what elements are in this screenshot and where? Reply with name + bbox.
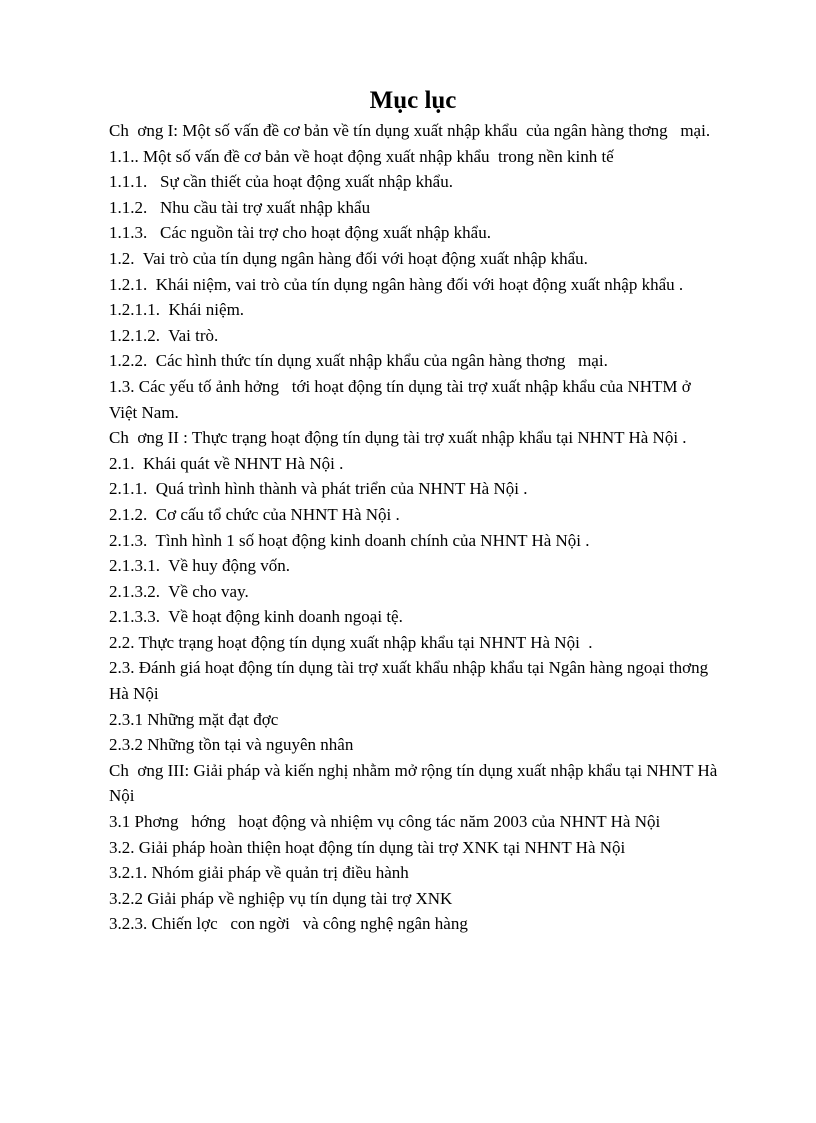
toc-entry: 2.1.3.1. Về huy động vốn. bbox=[109, 556, 291, 576]
toc-entry: 2.1.3. Tình hình 1 số hoạt động kinh doanh chính của NHNT Hà Nội . bbox=[109, 530, 590, 550]
toc-entry: 3.2. Giải pháp hoàn thiện hoạt động tín dụng tài trợ XNK tại NHNT Hà Nội bbox=[109, 837, 626, 857]
toc-entry: 2.3.2 Những tồn tại và nguyên nhân bbox=[109, 735, 354, 755]
table-of-contents bbox=[109, 118, 722, 937]
toc-entry: 2.1.2. Cơ cấu tổ chức của NHNT Hà Nội . bbox=[109, 504, 400, 524]
page-title: Mục lục bbox=[369, 87, 457, 114]
toc-entry: 2.1.3.2. Về cho vay. bbox=[109, 581, 249, 601]
toc-entry: 2.3. Đánh giá hoạt động tín dụng tài trợ xuất khẩu nhập khẩu tại Ngân hàng ngoại thơng Hà Nội bbox=[109, 658, 721, 704]
toc-entry: 3.2.1. Nhóm giải pháp về quản trị điều hành bbox=[109, 863, 409, 883]
toc-entry: 2.2. Thực trạng hoạt động tín dụng xuất nhập khẩu tại NHNT Hà Nội . bbox=[109, 632, 593, 652]
toc-entry: 1.2.1.1. Khái niệm. bbox=[109, 300, 245, 320]
toc-entry: Ch ơng II : Thực trạng hoạt động tín dụng tài trợ xuất nhập khẩu tại NHNT Hà Nội . bbox=[109, 428, 687, 448]
toc-entry: 3.1 Phơng hớng hoạt động và nhiệm vụ công tác năm 2003 của NHNT Hà Nội bbox=[109, 812, 661, 832]
toc-entry: 3.2.3. Chiến lợc con ngời và công nghệ ngân hàng bbox=[109, 914, 468, 934]
toc-entry: 1.1.3. Các nguồn tài trợ cho hoạt động xuất nhập khẩu. bbox=[109, 223, 491, 243]
toc-entry: 1.3. Các yếu tố ảnh hởng tới hoạt động tín dụng tài trợ xuất nhập khẩu của NHTM ở Việt Nam. bbox=[109, 376, 695, 422]
toc-entry: 1.1.1. Sự cần thiết của hoạt động xuất nhập khẩu. bbox=[109, 172, 453, 192]
toc-entry: 1.1.. Một số vấn đề cơ bản về hoạt động xuất nhập khẩu trong nền kinh tế bbox=[109, 146, 614, 166]
toc-entry: 1.2.1. Khái niệm, vai trò của tín dụng ngân hàng đối với hoạt động xuất nhập khẩu . bbox=[109, 274, 684, 294]
toc-entry: 1.2.1.2. Vai trò. bbox=[109, 325, 219, 345]
toc-entry: 2.1.1. Quá trình hình thành và phát triển của NHNT Hà Nội . bbox=[109, 479, 528, 499]
toc-entry: 1.2. Vai trò của tín dụng ngân hàng đối với hoạt động xuất nhập khẩu. bbox=[109, 248, 588, 268]
toc-entry: Ch ơng I: Một số vấn đề cơ bản về tín dụng xuất nhập khẩu của ngân hàng thơng mại. bbox=[109, 121, 711, 140]
toc-entry: 3.2.2 Giải pháp về nghiệp vụ tín dụng tài trợ XNK bbox=[109, 888, 453, 908]
toc-entry: 2.1.3.3. Về hoạt động kinh doanh ngoại tệ. bbox=[109, 607, 403, 627]
toc-entry: 2.1. Khái quát về NHNT Hà Nội . bbox=[109, 453, 344, 473]
toc-entry: 1.2.2. Các hình thức tín dụng xuất nhập khẩu của ngân hàng thơng mại. bbox=[109, 351, 608, 371]
toc-entry: Ch ơng III: Giải pháp và kiến nghị nhằm mở rộng tín dụng xuất nhập khẩu tại NHNT Hà Nội bbox=[109, 760, 722, 806]
toc-entry: 1.1.2. Nhu cầu tài trợ xuất nhập khẩu bbox=[109, 197, 371, 217]
toc-entry: 2.3.1 Những mặt đạt đợc bbox=[109, 709, 279, 729]
